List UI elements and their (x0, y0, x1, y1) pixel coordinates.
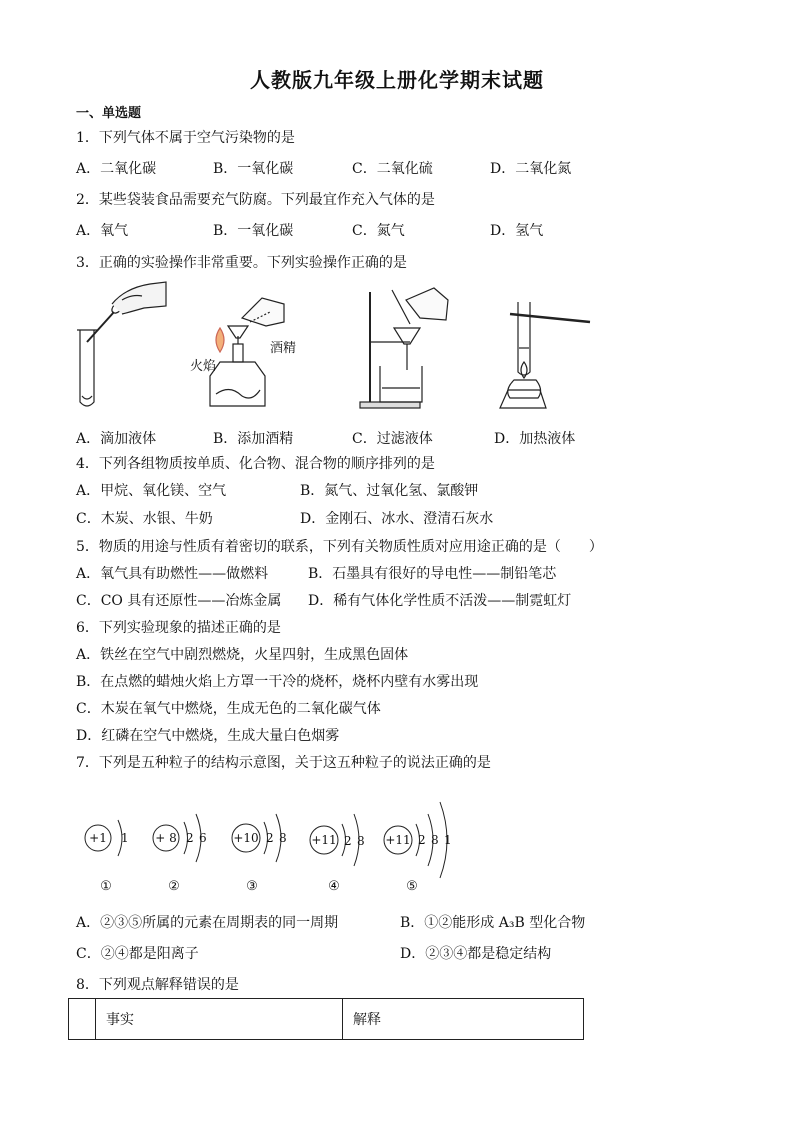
particle-5-diagram (384, 802, 452, 894)
figure-b-alcohol-label: 酒精 (270, 341, 297, 356)
question-2-option-b[interactable]: B．一氧化碳 (213, 223, 294, 239)
figure-b-adding-alcohol (190, 298, 296, 406)
question-2-stem: 2．某些袋装食品需要充气防腐。下列最宜作充入气体的是 (76, 192, 435, 208)
particle-3-shell-1: 2 (266, 831, 274, 845)
question-7-option-a[interactable]: A．②③⑤所属的元素在周期表的同一周期 (76, 915, 339, 931)
particle-3-nucleus: +10 (233, 831, 259, 845)
particle-4-nucleus: +11 (311, 833, 337, 847)
question-7-option-b[interactable]: B．①②能形成 A₃B 型化合物 (400, 915, 586, 931)
question-7-stem: 7．下列是五种粒子的结构示意图，关于这五种粒子的说法正确的是 (76, 755, 491, 771)
table-header-fact: 事实 (96, 999, 343, 1040)
question-1-option-c[interactable]: C．二氧化硫 (352, 161, 433, 177)
particle-5-label: ⑤ (406, 879, 418, 894)
table-header-index (69, 999, 96, 1040)
particle-3-shell-2: 8 (279, 831, 287, 845)
question-8-table (68, 998, 584, 1040)
question-1-option-d[interactable]: D．二氧化氮 (490, 161, 572, 177)
question-2-option-d[interactable]: D．氢气 (490, 223, 544, 239)
particle-4-shell-2: 8 (357, 834, 365, 848)
particle-2-diagram (153, 814, 207, 894)
particle-2-nucleus: + 8 (155, 831, 177, 845)
table-header-explanation: 解释 (343, 999, 584, 1040)
question-1-option-a[interactable]: A．二氧化碳 (76, 161, 157, 177)
particle-1-label: ① (100, 879, 112, 894)
particle-1-shell-1: 1 (121, 831, 129, 845)
question-6-option-c[interactable]: C．木炭在氧气中燃烧，生成无色的二氧化碳气体 (76, 701, 381, 717)
question-5-option-a[interactable]: A．氧气具有助燃性——做燃料 (76, 566, 269, 582)
question-6-option-a[interactable]: A．铁丝在空气中剧烈燃烧，火星四射，生成黑色固体 (76, 647, 409, 663)
particle-3-diagram (232, 814, 287, 894)
particle-5-shell-2: 8 (431, 833, 439, 847)
question-2-option-c[interactable]: C．氮气 (352, 223, 405, 239)
figure-a-dropping-liquid (77, 282, 166, 406)
particle-5-shell-3: 1 (444, 833, 452, 847)
section-heading: 一、单选题 (76, 106, 142, 121)
question-4-option-b[interactable]: B．氮气、过氧化氢、氯酸钾 (300, 483, 479, 499)
question-5-option-c[interactable]: C．CO 具有还原性——冶炼金属 (76, 593, 282, 609)
particle-2-shell-2: 6 (199, 831, 207, 845)
lab-operations-figure (70, 278, 600, 418)
question-6-stem: 6．下列实验现象的描述正确的是 (76, 620, 281, 636)
question-3-option-d[interactable]: D．加热液体 (494, 431, 576, 447)
question-4-option-d[interactable]: D．金刚石、冰水、澄清石灰水 (300, 511, 494, 527)
question-5-option-d[interactable]: D．稀有气体化学性质不活泼——制霓虹灯 (308, 593, 572, 609)
figure-c-filtering (360, 288, 448, 408)
particle-4-label: ④ (328, 879, 340, 894)
question-3-stem: 3．正确的实验操作非常重要。下列实验操作正确的是 (76, 255, 407, 271)
particle-3-label: ③ (246, 879, 258, 894)
question-6-option-b[interactable]: B．在点燃的蜡烛火焰上方罩一干冷的烧杯，烧杯内壁有水雾出现 (76, 674, 479, 690)
particle-5-shell-1: 2 (418, 833, 426, 847)
question-4-option-c[interactable]: C．木炭、水银、牛奶 (76, 511, 213, 527)
question-8-stem: 8．下列观点解释错误的是 (76, 977, 239, 993)
particle-4-diagram (310, 814, 365, 894)
question-4-stem: 4．下列各组物质按单质、化合物、混合物的顺序排列的是 (76, 456, 435, 472)
question-2-option-a[interactable]: A．氧气 (76, 223, 129, 239)
question-7-option-d[interactable]: D．②③④都是稳定结构 (400, 946, 552, 962)
particle-4-shell-1: 2 (344, 834, 352, 848)
figure-b-flame-label: 火焰 (190, 359, 217, 374)
question-5-option-b[interactable]: B．石墨具有很好的导电性——制铅笔芯 (308, 566, 557, 582)
table-header-row (69, 999, 584, 1040)
question-5-stem: 5．物质的用途与性质有着密切的联系，下列有关物质性质对应用途正确的是（ ） (76, 539, 603, 555)
question-3-option-b[interactable]: B．添加酒精 (213, 431, 294, 447)
question-6-option-d[interactable]: D．红磷在空气中燃烧，生成大量白色烟雾 (76, 728, 340, 744)
particle-1-diagram (85, 820, 129, 894)
particle-1-nucleus: +1 (89, 831, 107, 845)
particle-structures-figure (76, 790, 476, 900)
question-7-option-c[interactable]: C．②④都是阳离子 (76, 946, 199, 962)
particle-2-label: ② (168, 879, 180, 894)
figure-d-heating-liquid (500, 302, 590, 408)
particle-2-shell-1: 2 (186, 831, 194, 845)
question-3-option-a[interactable]: A．滴加液体 (76, 431, 157, 447)
question-1-option-b[interactable]: B．一氧化碳 (213, 161, 294, 177)
particle-5-nucleus: +11 (385, 833, 411, 847)
question-4-option-a[interactable]: A．甲烷、氧化镁、空气 (76, 483, 227, 499)
page-title: 人教版九年级上册化学期末试题 (250, 68, 544, 92)
question-3-option-c[interactable]: C．过滤液体 (352, 431, 433, 447)
question-1-stem: 1．下列气体不属于空气污染物的是 (76, 130, 295, 146)
